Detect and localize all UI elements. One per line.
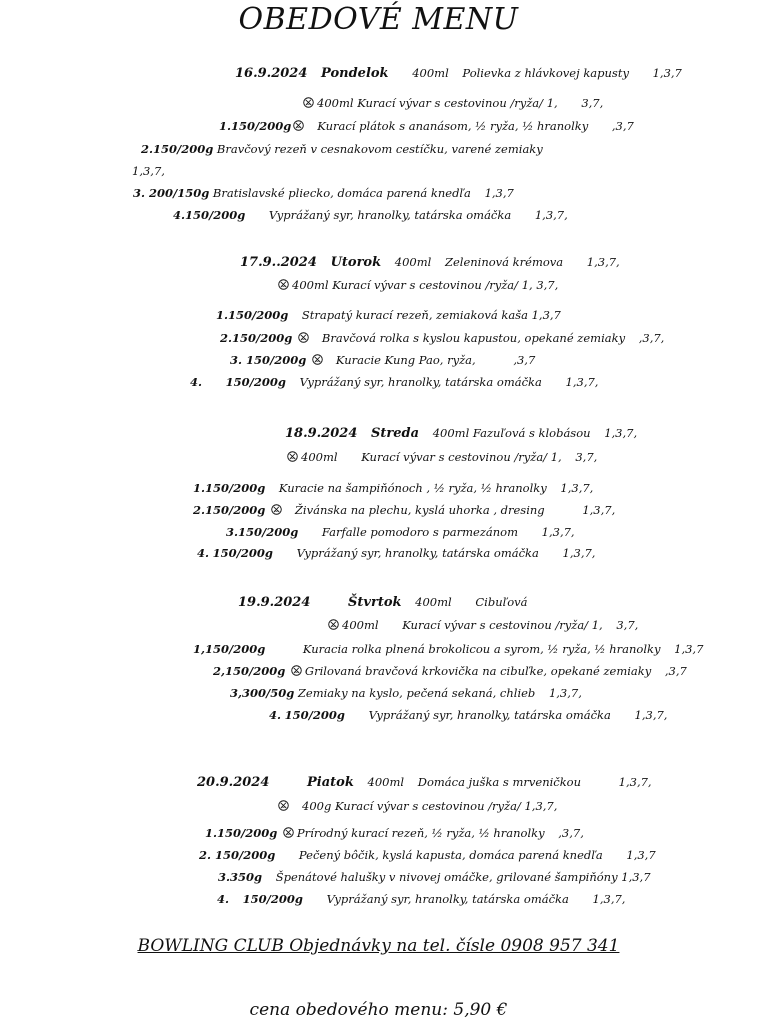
bowl-icon [303,97,314,108]
item-number: 4. [197,546,210,560]
item-allergens: 1,3,7 [626,848,656,862]
item-allergens: 1,3,7, [565,375,599,389]
broth-allergens: 3,7, [616,618,639,632]
broth-line [276,799,557,813]
item-name: Špenátové halušky v nivovej omáčke, grilované šampiňóny [275,870,618,884]
soup-allergens: 1,3,7, [586,255,620,269]
soup-allergens: 1,3,7 [652,66,682,80]
item-allergens: 1,3,7 [674,642,704,656]
item-number: 1.150/200g [193,481,266,495]
menu-item [193,642,703,656]
item-allergens: 1,3,7, [132,164,165,178]
item-allergens: ,3,7 [611,119,634,133]
item-name: Vyprážaný syr, hranolky, tatárska omáčka [268,208,512,222]
menu-item [193,503,615,517]
menu-price: cena obedového menu: 5,90 € [249,1000,508,1020]
day-header-wednesday [285,426,637,441]
menu-title: OBEDOVÉ MENU [238,2,519,37]
bowl-icon [328,619,339,630]
item-number: 3.150/200g [226,525,299,539]
item-number: 1,150/200g [193,642,266,656]
menu-item [190,375,598,389]
menu-item [197,546,595,560]
item-number: 4. [217,892,230,906]
item-number: 3. 150/200g [230,353,307,367]
soup-allergens: 1,3,7, [604,426,638,440]
menu-item [173,208,568,222]
item-number: 1.150/200g [205,826,278,840]
item-number: 3. 200/150g [133,186,210,200]
menu-item [193,481,593,495]
item-name: Prírodný kurací rezeň, ½ ryža, ½ hranolky [296,826,545,840]
day-date: 17.9..2024 [240,255,317,270]
soup-name: Polievka z hlávkovej kapusty [462,66,629,80]
item-name: Živánska na plechu, kyslá uhorka , dresing [294,503,545,517]
item-name: Bravčová rolka s kyslou kapustou, opekané zemiaky [321,331,626,345]
item-name: Bravčový rezeň v cesnakovom cestíčku, varené zemiaky [216,142,543,156]
menu-item [226,525,575,539]
day-date: 16.9.2024 [235,66,308,81]
menu-item [230,353,535,367]
menu-item [217,892,625,906]
item-allergens: 1,3,7, [534,208,568,222]
menu-item [216,308,561,322]
bowl-icon [278,279,289,290]
item-name: Bratislavské pliecko, domáca parená knedľa [212,186,471,200]
broth-size: 400ml [301,450,338,464]
broth-line [326,618,638,632]
item-number: 2.150/200g [141,142,214,156]
item-number: 3,300/50g [230,686,295,700]
broth-size: 400ml [342,618,379,632]
item-allergens: 1,3,7, [634,708,668,722]
item-allergens: 1,3,7, [562,546,596,560]
item-allergens: ,3,7, [638,331,665,345]
item-allergens: 1,3,7 [484,186,514,200]
item-name: Zemiaky na kyslo, pečená sekaná, chlieb [297,686,536,700]
soup-size: 400ml [367,775,405,789]
day-name: Piatok [307,775,354,790]
item-number: 2.150/200g [220,331,293,345]
broth-text: 400ml Kurací vývar s cestovinou /ryža/ 1, [317,96,558,110]
menu-item [213,664,687,678]
day-date: 20.9.2024 [197,775,270,790]
item-allergens: ,3,7 [664,664,687,678]
soup-allergens: 1,3,7, [618,775,652,789]
item-allergens: 1,3,7, [582,503,616,517]
item-number: 4.150/200g [173,208,246,222]
item-name: Strapatý kurací rezeň, zemiaková kaša [301,308,528,322]
day-name: Štvrtok [348,595,402,610]
broth-allergens: 3,7, [575,450,598,464]
day-name: Pondelok [321,66,389,81]
menu-item [133,186,514,200]
item-number: 2.150/200g [193,503,266,517]
broth-text: Kurací vývar s cestovinou /ryža/ 1, [402,618,603,632]
item-name: Kuracia rolka plnená brokolicou a syrom, ½ ryža, ½ hranolky [302,642,661,656]
item-allergens: ,3,7 [513,353,536,367]
broth-allergens: 3,7, [581,96,604,110]
bowl-icon [293,120,304,131]
item-number: 4. [269,708,282,722]
item-name: Kuracie na šampiňónoch , ½ ryža, ½ hranolky [278,481,547,495]
menu-item [220,331,664,345]
soup-name: Cibuľová [475,595,528,609]
menu-item [205,826,584,840]
item-weight: 150/200g [284,708,345,722]
item-weight: 150/200g [242,892,303,906]
bowl-icon [312,354,323,365]
bowl-icon [271,504,282,515]
menu-item [219,119,634,133]
item-number: 2. 150/200g [199,848,276,862]
bowl-icon [291,665,302,676]
item-allergens: ,3,7, [558,826,584,840]
item-weight: 150/200g [212,546,273,560]
item-name: Grilovaná bravčová krkovička na cibuľke, opekané zemiaky [304,664,652,678]
soup-size: 400ml [394,255,432,269]
item-name: Vyprážaný syr, hranolky, tatárska omáčka [296,546,539,560]
item-allergens: 1,3,7, [592,892,626,906]
item-name: Vyprážaný syr, hranolky, tatárska omáčka [326,892,569,906]
day-header-monday [235,66,682,81]
item-number: 1.150/200g [219,119,292,133]
day-date: 19.9.2024 [238,595,311,610]
soup-name: Zeleninová krémova [444,255,564,269]
item-weight: 150/200g [225,375,286,389]
bowl-icon [278,800,289,811]
bowl-icon [283,827,294,838]
order-contact-text: BOWLING CLUB Objednávky na tel. čísle 0908 957 341 [137,936,620,956]
item-allergens: 1,3,7 [531,308,561,322]
item-number: 4. [190,375,203,389]
item-name: Kurací plátok s ananásom, ½ ryža, ½ hranolky [317,119,589,133]
soup-size: 400ml [415,595,452,609]
item-name: Vyprážaný syr, hranolky, tatárska omáčka [368,708,611,722]
broth-line [301,96,603,110]
menu-item [141,142,543,156]
menu-item [269,708,667,722]
item-allergens: 1,3,7, [541,525,575,539]
day-header-thursday [238,595,528,610]
soup-name: 400ml Fazuľová s klobásou [432,426,591,440]
day-header-tuesday [240,255,620,270]
broth-text: 400ml Kurací vývar s cestovinou /ryža/ 1, 3,7, [292,278,559,292]
day-name: Streda [371,426,420,441]
day-header-friday [197,775,652,790]
menu-item [218,870,651,884]
day-date: 18.9.2024 [285,426,358,441]
menu-item [230,686,582,700]
item-allergens: 1,3,7 [621,870,651,884]
broth-text: Kurací vývar s cestovinou /ryža/ 1, [361,450,562,464]
item-name: Kuracie Kung Pao, ryža, [335,353,476,367]
broth-text: 400g Kurací vývar s cestovinou /ryža/ 1,3,7, [302,799,558,813]
item-number: 1.150/200g [216,308,289,322]
bowl-icon [287,451,298,462]
bowl-icon [298,332,309,343]
broth-line [285,450,597,464]
item-name: Pečený bôčik, kyslá kapusta, domáca parená knedľa [298,848,603,862]
soup-size: 400ml [412,66,449,80]
item-allergens: 1,3,7, [548,686,582,700]
item-name: Farfalle pomodoro s parmezánom [321,525,519,539]
item-number: 3.350g [218,870,263,884]
order-contact [0,936,757,956]
broth-line [276,278,558,292]
soup-name: Domáca juška s mrveničkou [417,775,582,789]
menu-item [199,848,656,862]
item-name: Vyprážaný syr, hranolky, tatárska omáčka [299,375,542,389]
item-allergens: 1,3,7, [560,481,594,495]
item-number: 2,150/200g [213,664,286,678]
day-name: Utorok [330,255,382,270]
